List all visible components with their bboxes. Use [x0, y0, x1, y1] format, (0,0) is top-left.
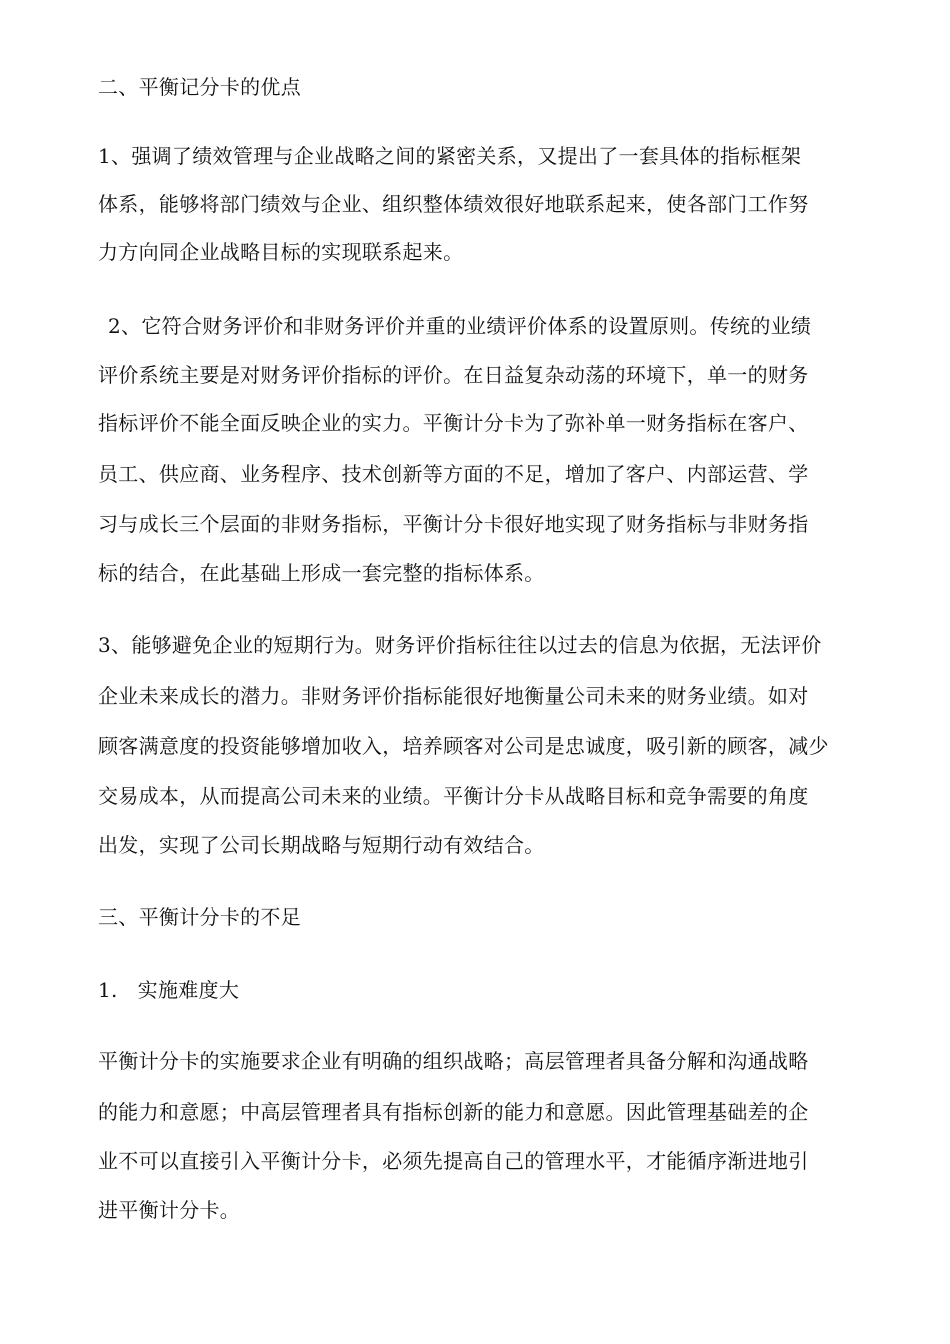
paragraph-2-line-2: 评价系统主要是对财务评价指标的评价。在日益复杂动荡的环境下，单一的财务 [98, 363, 809, 387]
paragraph-3-line-2: 企业未来成长的潜力。非财务评价指标能很好地衡量公司未来的财务业绩。如对 [98, 684, 809, 708]
paragraph-2-line-4: 员工、供应商、业务程序、技术创新等方面的不足，增加了客户、内部运营、学 [98, 462, 809, 486]
paragraph-3-line-1: 3、能够避免企业的短期行为。财务评价指标往往以过去的信息为依据，无法评价 [98, 633, 822, 657]
paragraph-2-line-3: 指标评价不能全面反映企业的实力。平衡计分卡为了弥补单一财务指标在客户、 [98, 411, 809, 435]
paragraph-4-line-1: 平衡计分卡的实施要求企业有明确的组织战略；高层管理者具备分解和沟通战略 [98, 1049, 809, 1073]
section-heading-shortcomings: 三、平衡计分卡的不足 [98, 905, 301, 929]
paragraph-3-line-3: 顾客满意度的投资能够增加收入，培养顾客对公司是忠诚度，吸引新的顾客，减少 [98, 734, 829, 758]
section-heading-advantages: 二、平衡记分卡的优点 [98, 75, 301, 99]
paragraph-4-line-2: 的能力和意愿；中高层管理者具有指标创新的能力和意愿。因此管理基础差的企 [98, 1100, 809, 1124]
paragraph-4-line-4: 进平衡计分卡。 [98, 1198, 241, 1222]
subheading-implementation-difficulty: 1. 实施难度大 [98, 978, 240, 1002]
paragraph-3-line-4: 交易成本，从而提高公司未来的业绩。平衡计分卡从战略目标和竞争需要的角度 [98, 784, 809, 808]
paragraph-2-line-6: 标的结合，在此基础上形成一套完整的指标体系。 [98, 561, 545, 585]
paragraph-1-line-1: 1、强调了绩效管理与企业战略之间的紧密关系，又提出了一套具体的指标框架 [98, 144, 802, 168]
paragraph-2-line-1: 2、它符合财务评价和非财务评价并重的业绩评价体系的设置原则。传统的业绩 [108, 314, 812, 338]
paragraph-4-line-3: 业不可以直接引入平衡计分卡，必须先提高自己的管理水平，才能循序渐进地引 [98, 1149, 809, 1173]
paragraph-2-line-5: 习与成长三个层面的非财务指标，平衡计分卡很好地实现了财务指标与非财务指 [98, 512, 809, 536]
paragraph-3-line-5: 出发，实现了公司长期战略与短期行动有效结合。 [98, 833, 545, 857]
paragraph-1-line-2: 体系，能够将部门绩效与企业、组织整体绩效很好地联系起来，使各部门工作努 [98, 192, 809, 216]
paragraph-1-line-3: 力方向同企业战略目标的实现联系起来。 [98, 240, 464, 264]
